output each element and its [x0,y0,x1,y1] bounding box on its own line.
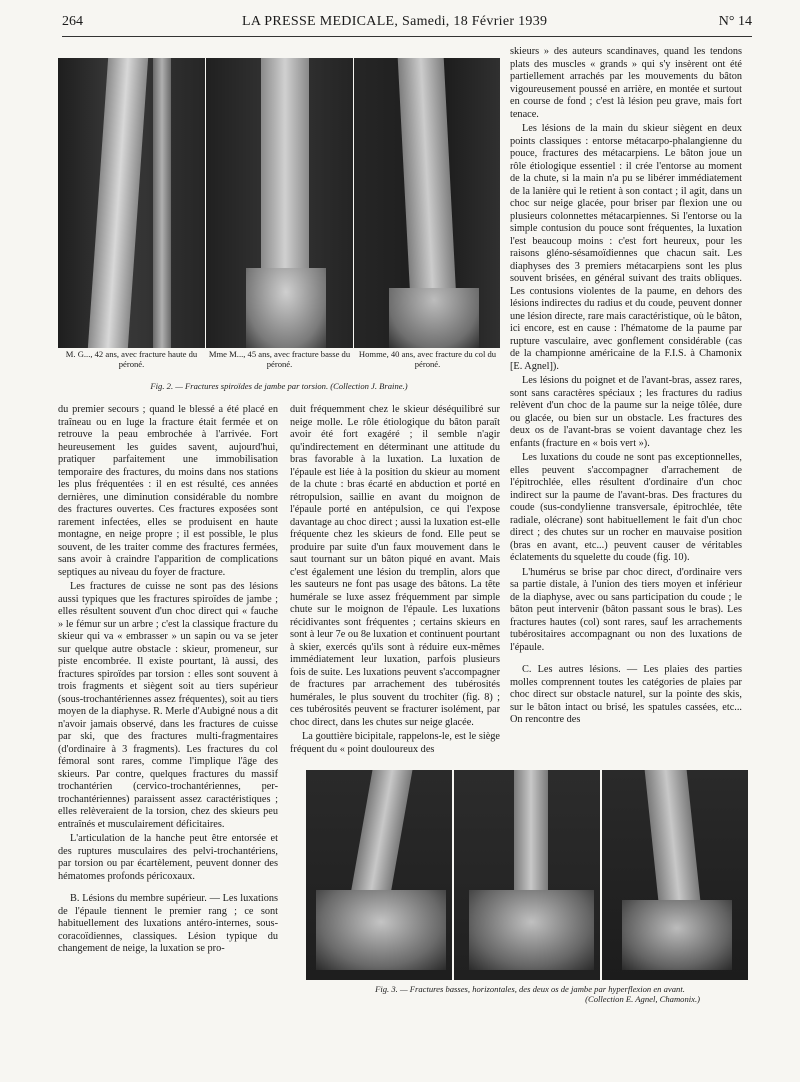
xray-image-5 [454,770,600,980]
figure-3-images [306,770,748,980]
section-heading-paragraph: C. Les autres lésions. — Les plaies des parties molles comprennent toutes les catégories de plaies par choc direct sur obstacle naturel, sur la pointe des skis, sur le bâton intact ou brisé, les spatules cassées, etc... On rencontre des [510,664,742,725]
figure-3-caption-line1: Fig. 3. — Fractures basses, horizontales, des deux os de jambe par hyperflexion en avant. [375,984,685,994]
xray-image-1 [58,58,205,348]
issue-number: N° 14 [718,14,752,29]
paragraph: skieurs » des auteurs scandinaves, quand les tendons plats des muscles « grands » qui s'y insèrent ont été partiellement arrachés par les mouvements du bâton vigoureusement poussé en arrière, en montée et surtout en course de fond ; c'est là lésion peu grave, mais fort tenace. [510,46,742,120]
page-number: 264 [62,14,83,29]
paragraph: du premier secours ; quand le blessé a été placé en traîneau ou en luge la fracture était fermée et on retrouve la peau embrochée à l'arrivée. Fort heureusement les guides savent, aujourd'hui, pratiquer parfaitement une immobilisation temporaire des fractures, du moins dans nos stations les plus fréquentées : il en est résulté, ces années dernières, une diminution considérable du nombre des fractures ouvertes. Ces fractures exposées sont rarement infectées, elles se produisent en haute montagne, en neige propre ; il est possible, le plus souvent, de les traiter comme des fractures fermées, sans avoir à craindre l'apparition de complications septiques au niveau du foyer de fracture. [58,404,278,578]
xray-image-6 [602,770,748,980]
paragraph: duit fréquemment chez le skieur déséquilibré sur neige molle. Le rôle étiologique du bâton paraît avoir été fort exagéré ; il semble n'agir qu'indirectement en déterminant une attitude du bras favorable à la luxation. La luxation de l'épaule est liée à la position du skieur au moment de la chute : bras écarté en abduction et porté en rétropulsion, saillie en avant du moignon de l'épaule porté en antépulsion, ce qui l'expose davantage au choc direct ; aussi la luxation est-elle fréquente chez les skieurs de fond. Elle peut se produire par suite d'un faux mouvement dans le saut tournant sur un bâton piqué en avant. Mais c'est également une lésion du tremplin, alors que les sauteurs ne font pas usage des bâtons. La tête humérale se luxe assez fréquemment par simple chute sur le moignon de l'épaule. Les luxations récidivantes sont fréquentes ; certains skieurs en sont à leur 7e ou 8e luxation et continuent pourtant à skier, exercés qu'ils sont à réduire eux-mêmes immédiatement leur luxation, parfois plusieurs fois de suite. Les luxations peuvent s'accompagner de fractures par arrachement des tubérosités humérales, le plus souvent du trochiter (fig. 8) ; ces tubérosités peuvent se fracturer isolément, par choc direct, dans les chutes sur neige glacée. [290,404,500,728]
figure-3-caption-line2: (Collection E. Agnel, Chamonix.) [585,994,700,1005]
figure-2-title: Fig. 2. — Fractures spiroïdes de jambe par torsion. (Collection J. Braine.) [150,381,408,391]
paragraph: La gouttière bicipitale, rappelons-le, est le siège fréquent du « point douloureux des [290,731,500,755]
column-left [58,404,278,958]
column-right [510,46,742,729]
paragraph: L'articulation de la hanche peut être entorsée et des ruptures musculaires des pelvi-trochantériens, par torsion ou par écartèlement, peuvent donner des hématomes profonds péricoxaux. [58,833,278,882]
paragraph: Les lésions de la main du skieur siègent en deux points classiques : entorse métacarpo-phalangienne du pouce, fractures des métacarpiens. Le bâton joue un rôle étiologique essentiel : il crée l'entorse au moment de la chute, si la main n'a pu se libérer immédiatement de la lanière qui le retient à son contact ; il agit, dans un choc sur neige glacée, pour briser par flexion une ou plusieurs colonnettes métacarpiennes. Si l'entorse ou la simple contusion du pouce sont fréquentes, la luxation l'est beaucoup moins : c'est fort heureux, pour les raisons gléno-sésamoïdiennes que chacun sait. Les diaphyses des 3 premiers métacarpiens sont les plus souvent brisées, en général suivant des traits obliques. Les contusions violentes de la paume, en dehors des lésions indirectes du radius et du coude, peuvent donner une lésion directe, rare mais caractéristique, où le bâton, ici encore, est en cause : l'hématome de la paume par rupture vasculaire, avec gonflement considérable (cas de la championne américaine de la F.I.S. à Chamonix [E. Agnel]). [510,123,742,372]
paragraph: Les fractures de cuisse ne sont pas des lésions aussi typiques que les fractures spiroïdes de jambe ; elles résultent souvent d'un choc direct qui « fauche » le fémur sur un arbre ; c'est la classique fracture du skieur qui va « embrasser » un sapin ou va se jeter sur quelque autre obstacle : skieur, promeneur, sur piste encombrée. Il existe pourtant, là aussi, des fractures spiroïdes par torsion : elles sont souvent à trois fragments et siègent soit au tiers supérieur (sous-trochantériennes assez fréquentes), soit au tiers moyen de la diaphyse. R. Merle d'Aubigné nous a dit n'avoir jamais observé, dans les fractures de cuisse par ski, que des fractures multi-fragmentaires (d'ordinaire à 3 fragments). Les fractures du col fémoral sont rares, comme l'implique l'âge des skieurs. Par contre, quelques fractures du massif trochantérien (cervico-trochantériennes, per-trochantériennes) paraissent assez caractéristiques ; elles relèveraient de la torsion, chez des skieurs peu entraînés et musculairement déficitaires. [58,581,278,830]
column-middle [290,404,500,758]
figure-3-caption [300,984,760,1005]
xray-image-4 [306,770,452,980]
paragraph: Les luxations du coude ne sont pas exceptionnelles, elles peuvent s'accompagner d'arrachement de l'épitrochlée, elles résultent d'ordinaire d'un choc indirect sur la paume de l'avant-bras. Des fractures du coude (sus-condylienne transversale, épitrochlée, tête radiale, olécrane) sont habituellement le fait d'un choc direct ; des chutes sur un rocher en mauvaise position (bras en avant, etc...) peuvent causer de véritables éclatements du squelette du coude (fig. 10). [510,452,742,563]
header-rule [62,36,752,37]
journal-title: LA PRESSE MEDICALE, Samedi, 18 Février 1939 [242,14,548,29]
xray-image-2 [206,58,353,348]
xray-image-3 [354,58,500,348]
figure-2-caption-2: Mme M..., 45 ans, avec fracture basse du péroné. [208,349,351,369]
figure-2-caption-3: Homme, 40 ans, avec fracture du col du péroné. [358,349,497,369]
paragraph: Les lésions du poignet et de l'avant-bras, assez rares, sont sans caractères spéciaux ; les fractures du radius relèvent d'un choc de la paume sur la neige tôlée, dure ou glacée, ou bien sur un obstacle. Les fractures des deux os de l'avant-bras se voient davantage chez les enfants (fracture en « bois vert »). [510,375,742,449]
figure-2-images [58,58,500,348]
running-header [62,14,752,36]
paragraph: L'humérus se brise par choc direct, d'ordinaire vers sa partie distale, à l'union des tiers moyen et inférieur de la diaphyse, avec ou sans participation du coude ; le bâton peut intervenir (bâton passant sous le bras). Les fractures hautes (col) sont rares, sauf les arrachements tubérositaires accompagnant ou non des luxations de l'épaule. [510,566,742,653]
section-heading-paragraph: B. Lésions du membre supérieur. — Les luxations de l'épaule tiennent le premier rang ; ce sont habituellement des luxations antéro-internes, sous-coracoïdiennes, classiques. Lésion typique du changement de neige, la luxation se pro- [58,893,278,954]
figure-2-caption-1: M. G..., 42 ans, avec fracture haute du péroné. [65,349,198,369]
